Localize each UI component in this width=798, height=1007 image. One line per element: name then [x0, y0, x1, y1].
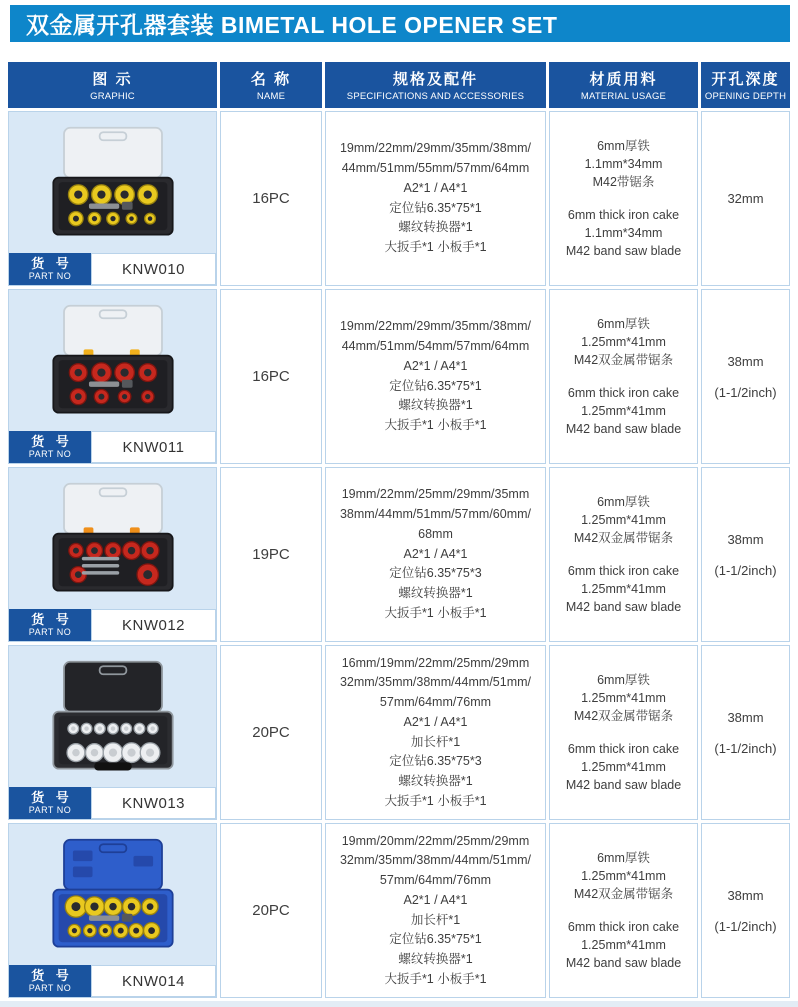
column-header-depth: [701, 62, 790, 108]
text-line: M42带锯条: [592, 174, 655, 189]
partno-strip: [9, 965, 216, 997]
text-line: 19mm/22mm/25mm/29mm/35mm: [341, 487, 530, 502]
text-line: M42 band saw blade: [565, 956, 682, 971]
product-photo: [9, 824, 216, 965]
text-line: A2*1 / A4*1: [403, 546, 468, 561]
hole-saw-case-image: [37, 838, 189, 952]
text-line: 44mm/51mm/55mm/57mm/64mm: [341, 161, 530, 175]
hole-saw-case-image: [37, 482, 189, 596]
text-line: 螺纹转换器*1: [398, 398, 473, 413]
text-line: A2*1 / A4*1: [403, 714, 468, 729]
text-line: (1-1/2inch): [714, 562, 777, 578]
column-header-graphic: [8, 62, 217, 108]
material-chinese: [574, 493, 673, 547]
text-line: 1.25mm*41mm: [581, 868, 666, 883]
column-header-en: NAME: [256, 91, 286, 102]
partno-badge: [9, 787, 91, 819]
text-line: M42双金属带锯条: [573, 352, 674, 367]
text-line: A2*1 / A4*1: [403, 180, 468, 195]
text-line: 6mm厚铁: [597, 138, 650, 153]
text-line: M42 band saw blade: [565, 778, 682, 793]
text-line: 44mm/51mm/54mm/57mm/64mm: [341, 339, 530, 353]
product-photo: [9, 468, 216, 609]
column-header-en: OPENING DEPTH: [704, 91, 787, 102]
text-line: A2*1 / A4*1: [403, 358, 468, 373]
material-chinese: [574, 849, 673, 903]
spec-cell: [325, 823, 546, 998]
text-line: A2*1 / A4*1: [403, 892, 468, 907]
graphic-cell: [8, 823, 217, 998]
text-line: 19mm/22mm/29mm/35mm/38mm/: [339, 319, 531, 334]
text-line: 加长杆*1: [410, 734, 461, 749]
partno-label-en: PART NO: [28, 627, 72, 638]
text-line: 1.25mm*41mm: [581, 404, 666, 419]
graphic-cell: [8, 111, 217, 286]
name-cell: 20PC: [220, 645, 322, 820]
text-line: 螺纹转换器*1: [398, 220, 473, 235]
text-line: 加长杆*1: [410, 912, 461, 927]
text-line: M42双金属带锯条: [573, 530, 674, 545]
graphic-cell: [8, 467, 217, 642]
text-line: 32mm: [727, 191, 764, 206]
text-line: 38mm: [727, 887, 764, 903]
text-line: 大扳手*1 小板手*1: [384, 971, 487, 986]
depth-cell: [701, 111, 790, 286]
column-header-specifications: [325, 62, 546, 108]
text-line: 6mm厚铁: [597, 850, 650, 865]
text-line: 19mm/20mm/22mm/25mm/29mm: [341, 833, 530, 848]
partno-strip: [9, 787, 216, 819]
text-line: M42 band saw blade: [565, 244, 682, 259]
depth-cell: [701, 645, 790, 820]
text-line: (1-1/2inch): [714, 918, 777, 934]
text-line: 大扳手*1 小板手*1: [384, 240, 487, 254]
text-line: 38mm: [727, 709, 764, 725]
text-line: M42 band saw blade: [565, 600, 682, 615]
column-header-zh: 材质用料: [589, 71, 658, 88]
text-line: 螺纹转换器*1: [398, 586, 473, 601]
material-english: [566, 384, 681, 438]
text-line: 定位钻6.35*75*3: [389, 754, 482, 769]
text-line: 6mm厚铁: [597, 316, 650, 331]
text-line: M42双金属带锯条: [573, 886, 674, 901]
text-line: 螺纹转换器*1: [398, 774, 473, 788]
text-line: 1.1mm*34mm: [584, 156, 663, 171]
partno-label-en: PART NO: [28, 983, 72, 994]
text-line: 1.25mm*41mm: [581, 760, 666, 775]
text-line: 1.25mm*41mm: [581, 512, 666, 527]
partno-label-zh: 货 号: [31, 255, 73, 271]
material-chinese: [574, 315, 673, 369]
text-line: 1.25mm*41mm: [581, 334, 666, 349]
hole-saw-case-image: [37, 660, 189, 774]
text-line: 32mm/35mm/38mm/44mm/51mm/: [339, 675, 531, 690]
name-cell: 20PC: [220, 823, 322, 998]
text-line: 1.1mm*34mm: [584, 226, 663, 241]
material-cell: [549, 823, 698, 998]
text-line: 19mm/22mm/29mm/35mm/38mm/: [339, 141, 531, 156]
material-english: [566, 562, 681, 616]
graphic-cell: [8, 645, 217, 820]
text-line: 6mm thick iron cake: [567, 564, 680, 578]
spec-cell: [325, 111, 546, 286]
text-line: 38mm/44mm/51mm/57mm/60mm/: [339, 507, 531, 522]
partno-badge: [9, 609, 91, 641]
partno-value: KNW012: [91, 609, 216, 641]
partno-value: KNW011: [91, 431, 216, 463]
product-photo: [9, 646, 216, 787]
partno-label-en: PART NO: [28, 449, 72, 460]
partno-label-en: PART NO: [28, 271, 72, 282]
text-line: M42 band saw blade: [565, 422, 682, 437]
column-header-zh: 开孔深度: [711, 71, 780, 88]
page-title: 双金属开孔器套装 BIMETAL HOLE OPENER SET: [10, 5, 790, 42]
text-line: 大扳手*1 小板手*1: [384, 793, 487, 808]
material-chinese: [574, 671, 673, 725]
partno-badge: [9, 965, 91, 997]
material-chinese: [585, 137, 663, 191]
partno-label-zh: 货 号: [31, 967, 73, 983]
text-line: 57mm/64mm/76mm: [379, 873, 492, 887]
text-line: 32mm/35mm/38mm/44mm/51mm/: [339, 853, 531, 868]
text-line: 38mm: [727, 531, 764, 547]
partno-badge: [9, 253, 91, 285]
spec-cell: [325, 645, 546, 820]
material-english: [566, 740, 681, 794]
text-line: (1-1/2inch): [714, 740, 777, 756]
column-header-name: [220, 62, 322, 108]
material-english: [566, 206, 681, 260]
text-line: 1.25mm*41mm: [581, 938, 666, 953]
text-line: 定位钻6.35*75*1: [389, 378, 482, 393]
partno-badge: [9, 431, 91, 463]
spec-cell: [325, 289, 546, 464]
text-line: 螺纹转换器*1: [398, 952, 473, 966]
depth-cell: [701, 823, 790, 998]
name-cell: 16PC: [220, 289, 322, 464]
column-header-en: GRAPHIC: [90, 91, 135, 102]
text-line: 6mm厚铁: [597, 494, 650, 509]
column-header-zh: 规格及配件: [392, 71, 478, 88]
text-line: 16mm/19mm/22mm/25mm/29mm: [341, 655, 530, 670]
material-cell: [549, 645, 698, 820]
product-photo: [9, 290, 216, 431]
text-line: 38mm: [727, 353, 764, 369]
text-line: 大扳手*1 小板手*1: [384, 418, 487, 432]
partno-label-en: PART NO: [28, 805, 72, 816]
text-line: 6mm thick iron cake: [567, 742, 680, 756]
text-line: 57mm/64mm/76mm: [379, 695, 492, 709]
column-header-en: SPECIFICATIONS AND ACCESSORIES: [346, 91, 525, 102]
text-line: 定位钻6.35*75*1: [389, 200, 482, 215]
column-header-zh: 名 称: [250, 71, 292, 88]
text-line: 68mm: [418, 526, 453, 541]
partno-label-zh: 货 号: [31, 611, 73, 627]
hole-saw-case-image: [37, 304, 189, 418]
material-english: [566, 918, 681, 972]
partno-value: KNW014: [91, 965, 216, 997]
column-header-en: MATERIAL USAGE: [580, 91, 667, 102]
partno-value: KNW010: [91, 253, 216, 285]
partno-strip: [9, 431, 216, 463]
column-header-zh: 图 示: [92, 71, 133, 88]
graphic-cell: [8, 289, 217, 464]
spec-cell: [325, 467, 546, 642]
text-line: 定位钻6.35*75*1: [389, 932, 482, 947]
name-cell: 16PC: [220, 111, 322, 286]
text-line: 6mm厚铁: [597, 672, 650, 687]
text-line: (1-1/2inch): [714, 384, 777, 400]
partno-strip: [9, 609, 216, 641]
name-cell: 19PC: [220, 467, 322, 642]
text-line: 6mm thick iron cake: [567, 208, 680, 222]
text-line: 1.25mm*41mm: [581, 690, 666, 705]
page-bottom-strip: [0, 1001, 798, 1007]
partno-strip: [9, 253, 216, 285]
text-line: 1.25mm*41mm: [581, 582, 666, 597]
text-line: M42双金属带锯条: [573, 708, 674, 723]
partno-label-zh: 货 号: [31, 433, 73, 449]
material-cell: [549, 467, 698, 642]
text-line: 6mm thick iron cake: [567, 386, 680, 400]
text-line: 大扳手*1 小板手*1: [384, 605, 487, 620]
partno-value: KNW013: [91, 787, 216, 819]
column-header-material: [549, 62, 698, 108]
text-line: 定位钻6.35*75*3: [389, 566, 482, 581]
product-photo: [9, 112, 216, 253]
material-cell: [549, 111, 698, 286]
hole-saw-case-image: [37, 126, 189, 240]
material-cell: [549, 289, 698, 464]
partno-label-zh: 货 号: [31, 789, 73, 805]
depth-cell: [701, 467, 790, 642]
depth-cell: [701, 289, 790, 464]
product-table: [8, 62, 790, 998]
text-line: 6mm thick iron cake: [567, 920, 680, 934]
